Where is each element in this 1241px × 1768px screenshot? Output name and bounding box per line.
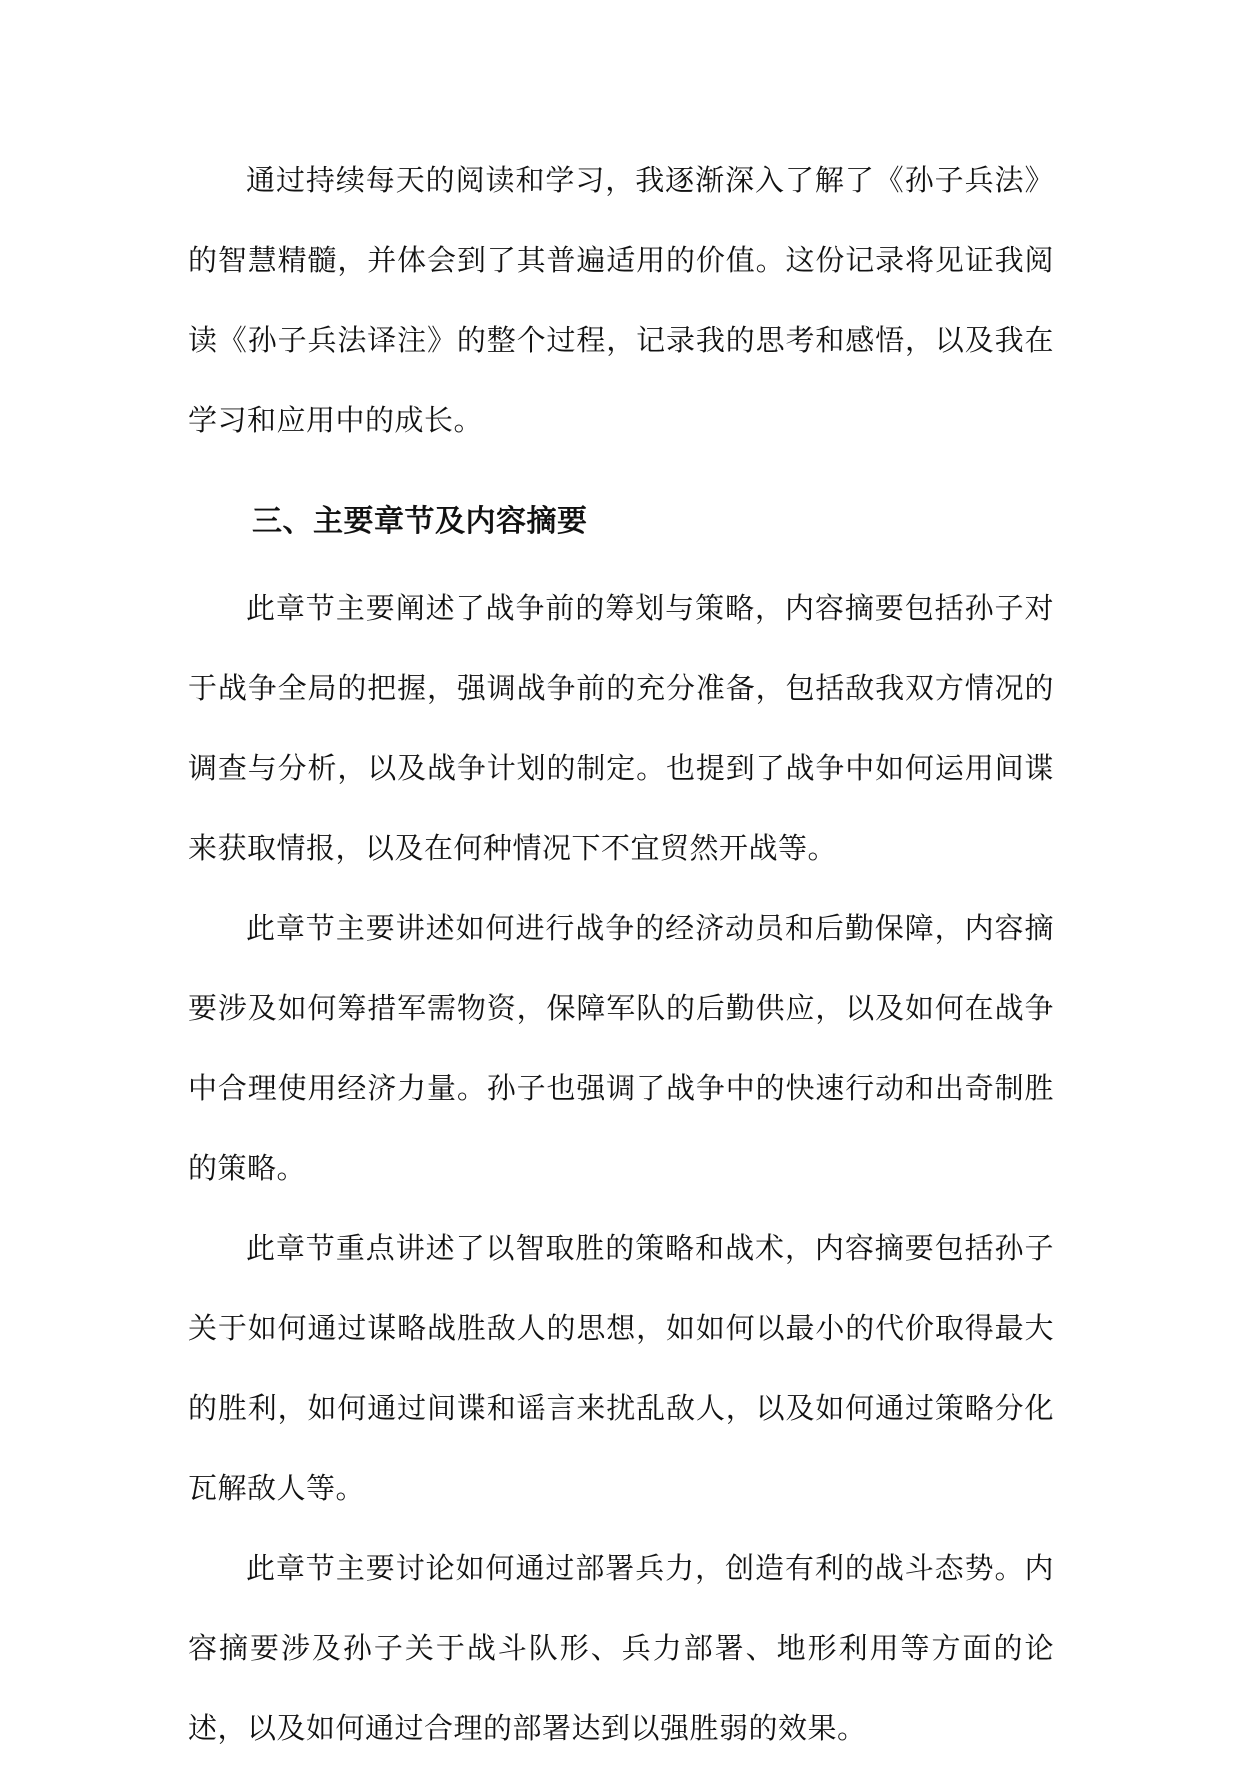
intro-paragraph: 通过持续每天的阅读和学习，我逐渐深入了解了《孙子兵法》的智慧精髓，并体会到了其普遍适用的价值。这份记录将见证我阅读《孙子兵法译注》的整个过程，记录我的思考和感悟，以及我在学习和应用中的成长。: [188, 163, 1054, 437]
summary-paragraph-4: 此章节主要讨论如何通过部署兵力，创造有利的战斗态势。内容摘要涉及孙子关于战斗队形、兵力部署、地形利用等方面的论述，以及如何通过合理的部署达到以强胜弱的效果。: [188, 1551, 1054, 1745]
summary-paragraph-2: 此章节主要讲述如何进行战争的经济动员和后勤保障，内容摘要涉及如何筹措军需物资，保障军队的后勤供应，以及如何在战争中合理使用经济力量。孙子也强调了战争中的快速行动和出奇制胜的策略。: [188, 911, 1054, 1185]
section-heading: 三、主要章节及内容摘要: [252, 504, 588, 539]
summary-paragraph-3: 此章节重点讲述了以智取胜的策略和战术，内容摘要包括孙子关于如何通过谋略战胜敌人的思想，如如何以最小的代价取得最大的胜利，如何通过间谍和谣言来扰乱敌人，以及如何通过策略分化瓦解敌人等。: [188, 1231, 1054, 1505]
document-body: [188, 140, 1054, 1768]
summary-paragraph-1: 此章节主要阐述了战争前的筹划与策略，内容摘要包括孙子对于战争全局的把握，强调战争前的充分准备，包括敌我双方情况的调查与分析，以及战争计划的制定。也提到了战争中如何运用间谍来获取情报，以及在何种情况下不宜贸然开战等。: [188, 591, 1054, 865]
